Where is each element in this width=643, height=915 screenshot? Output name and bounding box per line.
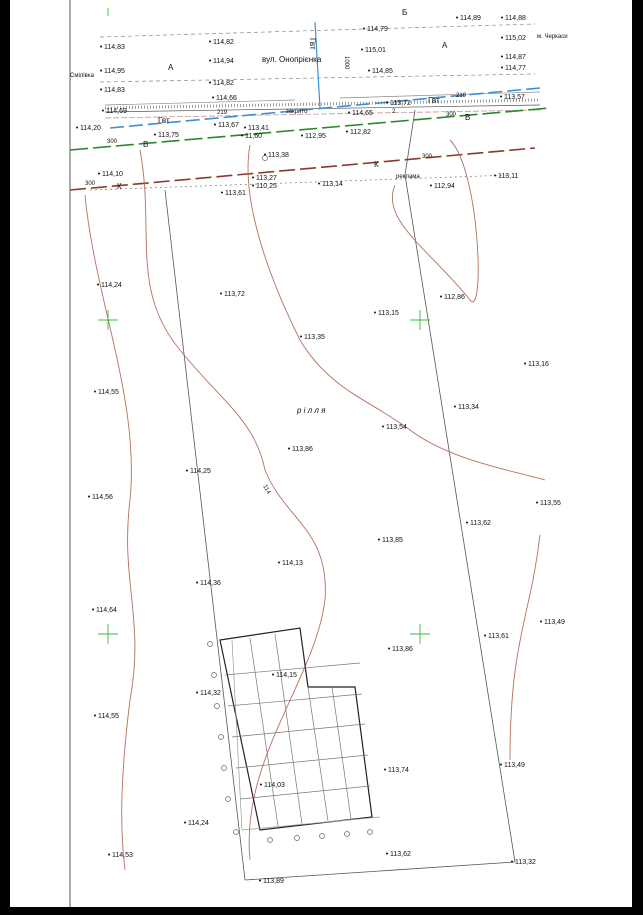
zone-a-label: А: [442, 41, 448, 50]
elevation-value: 113,54: [386, 424, 407, 431]
elevation-value: 114,15: [276, 672, 297, 679]
elevation-dot: [348, 112, 350, 114]
elevation-dot: [252, 185, 254, 187]
elevation-point: [241, 133, 262, 140]
contour-value-label: 114: [261, 484, 272, 496]
pipe-diameter-label: 300: [85, 181, 96, 187]
elevation-value: 114,03: [264, 782, 285, 789]
elevation-value: 112,94: [434, 183, 455, 190]
elevation-dot: [212, 97, 214, 99]
elevation-point: [278, 560, 303, 567]
elevation-dot: [278, 562, 280, 564]
elevation-point: [456, 15, 481, 22]
elevation-dot: [252, 177, 254, 179]
elevation-dot: [374, 312, 376, 314]
elevation-dot: [108, 854, 110, 856]
elevation-dot: [97, 284, 99, 286]
zone-a-label: А: [168, 63, 174, 72]
elevation-point: [264, 152, 289, 159]
elevation-value: 113,75: [158, 132, 179, 139]
elevation-value: 114,83: [104, 87, 125, 94]
elevation-value: 113,49: [504, 762, 525, 769]
elevation-value: 114,10: [102, 171, 123, 178]
elevation-dot: [272, 674, 274, 676]
elevation-dot: [368, 70, 370, 72]
map-sheet: [10, 0, 632, 907]
elevation-point: [348, 110, 373, 117]
elevation-point: [368, 68, 393, 75]
elevation-value: 114,36: [200, 580, 221, 587]
elevation-point: [108, 852, 133, 859]
elevation-point: [94, 389, 119, 396]
elevation-dot: [384, 769, 386, 771]
elevation-dot: [454, 406, 456, 408]
elevation-point: [430, 183, 455, 190]
elevation-point: [318, 181, 343, 188]
elevation-value: 114,88: [505, 15, 526, 22]
elevation-point: [76, 125, 101, 132]
elevation-point: [382, 424, 407, 431]
elevation-point: [300, 334, 325, 341]
elevation-point: [494, 173, 518, 180]
elevation-value: 114,89: [460, 15, 481, 22]
sewer-line-label: К: [374, 160, 379, 169]
elevation-value: 113,15: [378, 310, 399, 317]
pipe-diameter-label: 300: [107, 139, 118, 145]
closed-label: закрито: [286, 109, 308, 115]
elevation-dot: [259, 880, 261, 882]
elevation-point: [501, 35, 526, 42]
elevation-value: 113,85: [382, 537, 403, 544]
elevation-dot: [209, 60, 211, 62]
elevation-point: [214, 122, 239, 129]
elevation-value: 113,89: [263, 878, 284, 885]
elevation-dot: [209, 41, 211, 43]
elevation-value: 112,82: [350, 129, 371, 136]
elevation-value: 114,64: [96, 607, 117, 614]
elevation-dot: [536, 502, 538, 504]
elevation-dot: [388, 648, 390, 650]
survey-cross: [410, 624, 430, 644]
elevation-dot: [540, 621, 542, 623]
elevation-point: [220, 291, 245, 298]
elevation-dot: [500, 96, 502, 98]
gas-line-label: Гвт: [308, 38, 317, 50]
elevation-dot: [214, 124, 216, 126]
elevation-point: [363, 26, 388, 33]
elevation-dot: [501, 56, 503, 58]
elevation-point: [500, 94, 525, 101]
elevation-value: 113,61: [488, 633, 509, 640]
parcel-boundary: [165, 110, 515, 880]
elevation-point: [378, 537, 403, 544]
elevation-point: [259, 878, 284, 885]
elevation-point: [154, 132, 179, 139]
elevation-point: [384, 767, 409, 774]
elevation-value: 114,95: [104, 68, 125, 75]
elevation-point: [244, 125, 269, 132]
survey-cross: [98, 624, 118, 644]
elevation-dot: [94, 715, 96, 717]
elevation-value: 113,38: [268, 152, 289, 159]
elevation-dot: [244, 127, 246, 129]
elevation-dot: [363, 28, 365, 30]
elevation-value: 115,02: [505, 35, 526, 42]
elevation-point: [102, 108, 127, 115]
elevation-point: [272, 672, 297, 679]
sewer-line-label: К: [117, 182, 122, 191]
elevation-point: [100, 87, 125, 94]
elevation-value: 114,82: [213, 39, 234, 46]
elevation-value: 114,13: [282, 560, 303, 567]
elevation-point: [386, 851, 411, 858]
elevation-value: 112,95: [305, 133, 326, 140]
field-arable-label: р і л л я: [297, 406, 326, 415]
water-line-label: В: [465, 113, 471, 122]
elevation-value: 113,27: [256, 175, 277, 182]
elevation-point: [98, 171, 123, 178]
elevation-dot: [241, 135, 243, 137]
elevation-point: [212, 95, 237, 102]
elevation-dot: [288, 448, 290, 450]
elevation-value: 114,94: [213, 58, 234, 65]
proposed-building-grid: [220, 628, 380, 830]
elevation-dot: [524, 363, 526, 365]
elevation-dot: [501, 37, 503, 39]
elevation-point: [196, 690, 221, 697]
elevation-point: [501, 65, 526, 72]
elevation-dot: [500, 764, 502, 766]
elevation-point: [186, 468, 211, 475]
elevation-value: 113,72: [224, 291, 245, 298]
elevation-value: 112,86: [444, 294, 465, 301]
billboard-label: реклама: [396, 174, 420, 180]
elevation-point: [301, 133, 326, 140]
elevation-point: [501, 54, 526, 61]
elevation-point: [196, 580, 221, 587]
elevation-dot: [264, 154, 266, 156]
pipe-count-label: 2: [392, 109, 396, 115]
elevation-dot: [501, 67, 503, 69]
elevation-point: [361, 47, 386, 54]
elevation-point: [260, 782, 285, 789]
elevation-point: [466, 520, 491, 527]
elevation-value: 114,32: [200, 690, 221, 697]
gas-line-label: Гвт: [428, 96, 440, 105]
elevation-value: 114,56: [92, 494, 113, 501]
elevation-value: 114,55: [98, 713, 119, 720]
elevation-value: 114,20: [80, 125, 101, 132]
elevation-dot: [100, 46, 102, 48]
elevation-dot: [300, 336, 302, 338]
elevation-value: 113,11: [498, 173, 519, 180]
elevation-value: 113,86: [292, 446, 313, 453]
elevation-dot: [100, 70, 102, 72]
elevation-dot: [511, 861, 513, 863]
pipe-diameter-label: 219: [456, 93, 467, 99]
elevation-point: [540, 619, 565, 626]
elevation-value: 114,66: [216, 95, 237, 102]
elevation-dot: [260, 784, 262, 786]
place-right-label: м. Черкаси: [537, 34, 568, 40]
elevation-dot: [361, 49, 363, 51]
elevation-dot: [430, 185, 432, 187]
elevation-point: [524, 361, 549, 368]
elevation-dot: [301, 135, 303, 137]
elevation-point: [92, 607, 117, 614]
water-line-label: В: [143, 140, 149, 149]
elevation-point: [346, 129, 371, 136]
elevation-dot: [196, 692, 198, 694]
pipe-diameter-label: 300: [422, 154, 433, 160]
elevation-dot: [102, 110, 104, 112]
pipe-diameter-label: 219: [217, 110, 228, 116]
elevation-point: [511, 859, 536, 866]
elevation-value: 114,55: [98, 389, 119, 396]
elevation-point: [288, 446, 313, 453]
street-name-label: вул. Онопрієнка: [262, 55, 322, 64]
elevation-dot: [88, 496, 90, 498]
elevation-dot: [318, 183, 320, 185]
elevation-points: [76, 15, 565, 885]
elevation-point: [501, 15, 526, 22]
elevation-dot: [346, 131, 348, 133]
elevation-value: 113,62: [390, 851, 411, 858]
gas-line-label: Гвт: [158, 116, 170, 125]
elevation-dot: [440, 296, 442, 298]
elevation-dot: [100, 89, 102, 91]
elevation-value: 113,61: [225, 190, 246, 197]
elevation-point: [100, 44, 125, 51]
elevation-value: 114,69: [106, 108, 127, 115]
elevation-point: [500, 762, 525, 769]
elevation-value: 113,86: [392, 646, 413, 653]
elevation-dot: [484, 635, 486, 637]
elevation-dot: [94, 391, 96, 393]
elevation-point: [221, 190, 246, 197]
elevation-value: 114,82: [213, 80, 234, 87]
elevation-value: 113,32: [515, 859, 536, 866]
elevation-value: 114,77: [505, 65, 526, 72]
elevation-value: 113,67: [218, 122, 239, 129]
elevation-value: 114,24: [188, 820, 209, 827]
topographic-survey-map[interactable]: [10, 0, 632, 907]
elevation-dot: [386, 102, 388, 104]
elevation-dot: [98, 173, 100, 175]
elevation-value: 113,62: [470, 520, 491, 527]
elevation-dot: [184, 822, 186, 824]
elevation-point: [484, 633, 509, 640]
survey-cross: [98, 310, 118, 330]
sewer-line: [70, 148, 535, 190]
gas-pipeline: [110, 22, 540, 128]
elevation-dot: [154, 134, 156, 136]
elevation-value: 114,79: [367, 26, 388, 33]
elevation-dot: [386, 853, 388, 855]
elevation-value: 113,16: [528, 361, 549, 368]
elevation-point: [209, 39, 234, 46]
elevation-point: [374, 310, 399, 317]
elevation-point: [388, 646, 413, 653]
elevation-point: [184, 820, 209, 827]
elevation-value: 110,25: [256, 183, 277, 190]
elevation-point: [97, 282, 122, 289]
elevation-dot: [209, 82, 211, 84]
pipe-diameter-label: 300: [446, 112, 457, 118]
elevation-dot: [220, 293, 222, 295]
elevation-point: [100, 68, 125, 75]
elevation-point: [536, 500, 561, 507]
elevation-value: 113,72: [390, 100, 411, 107]
elevation-value: 113,34: [458, 404, 479, 411]
elevation-value: 11,60: [245, 133, 262, 140]
road-width-label: 1000: [343, 56, 349, 70]
elevation-point: [94, 713, 119, 720]
elevation-value: 113,55: [540, 500, 561, 507]
zone-b-label: Б: [402, 8, 408, 17]
elevation-value: 113,74: [388, 767, 409, 774]
elevation-point: [209, 80, 234, 87]
elevation-value: 113,14: [322, 181, 343, 188]
elevation-value: 113,57: [504, 94, 525, 101]
elevation-dot: [456, 17, 458, 19]
elevation-value: 114,53: [112, 852, 133, 859]
place-left-label: Смілівка: [70, 73, 94, 79]
elevation-value: 113,41: [248, 125, 269, 132]
elevation-point: [440, 294, 465, 301]
elevation-point: [88, 494, 113, 501]
elevation-point: [252, 183, 277, 190]
elevation-dot: [221, 192, 223, 194]
elevation-value: 113,35: [304, 334, 325, 341]
elevation-value: 115,01: [365, 47, 386, 54]
elevation-point: [386, 100, 411, 107]
elevation-point: [454, 404, 479, 411]
elevation-point: [209, 58, 234, 65]
elevation-dot: [92, 609, 94, 611]
elevation-dot: [378, 539, 380, 541]
elevation-value: 114,25: [190, 468, 211, 475]
elevation-dot: [196, 582, 198, 584]
elevation-dot: [76, 127, 78, 129]
elevation-value: 114,83: [104, 44, 125, 51]
elevation-dot: [382, 426, 384, 428]
elevation-value: 114,87: [505, 54, 526, 61]
elevation-dot: [466, 522, 468, 524]
elevation-value: 114,85: [372, 68, 393, 75]
elevation-value: 114,24: [101, 282, 122, 289]
elevation-dot: [186, 470, 188, 472]
elevation-value: 114,65: [352, 110, 373, 117]
elevation-value: 113,49: [544, 619, 565, 626]
elevation-point: [252, 175, 277, 182]
elevation-dot: [501, 17, 503, 19]
elevation-dot: [494, 175, 496, 177]
